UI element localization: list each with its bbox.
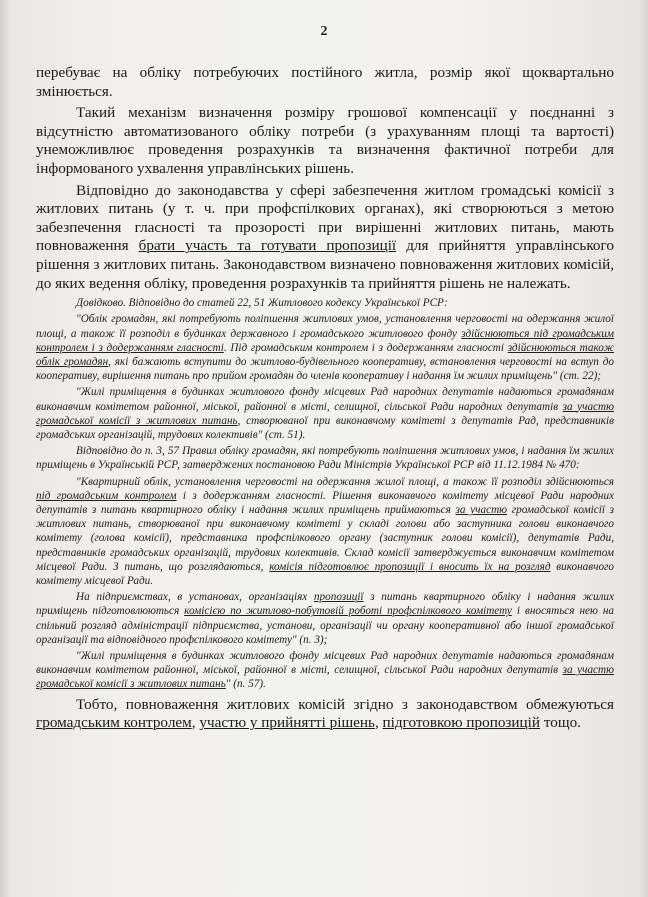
underlined-phrase: брати участь та готувати пропозиції bbox=[138, 237, 397, 255]
document-body bbox=[36, 64, 614, 736]
paragraph-conclusion: Тобто, повноваження житлових комісій згідно з законодавством обмежуються громадським контролем, участю у прийнятті рішень, підготовкою пропозицій тощо. bbox=[36, 695, 614, 732]
page-number: 2 bbox=[320, 24, 328, 39]
scan-shadow-left bbox=[0, 0, 10, 897]
paragraph-continuation: перебуває на обліку потребуючих постійного житла, розмір якої щоквартально змінюється. bbox=[36, 64, 614, 100]
reference-rules-enterprises: На підприємствах, в установах, організаціях пропозиції з питань квартирного обліку і надання жилих приміщень підготовлюються комісією по житлово-побутовій роботі профспілкового комітету і вносяться нею на спільний розгляд адміністрації підприємства, установи, організації чи органу кооперативної або іншої громадської організації та відповідного профспілкового комітету" (п. 3); bbox=[36, 591, 614, 646]
reference-rules-point-57: "Жилі приміщення в будинках житлового фонду місцевих Рад народних депутатів надаються громадянам виконавчим комітетом районної, міської, районної в місті, селищної, сільської Ради народних депутатів за участю громадської комісії з житлових питань" (п. 57). bbox=[36, 650, 614, 691]
reference-housing-code-intro: Довідково. Відповідно до статей 22, 51 Житлового кодексу Української РСР: bbox=[76, 297, 448, 310]
scan-shadow-right bbox=[640, 0, 648, 897]
reference-rules-point-3: "Квартирний облік, установлення черговості на одержання жилої площі, а також її розподіл здійснюються під громадським контролем і з додержанням гласності. Рішення виконавчого комітету місцевої Ради народних депутатів з питань квартирного обліку і надання жилих приміщень приймаються за участю громадської комісії з житлових питань, створюваної при виконавчому комітеті у складі голови або заступника голови виконавчого комітету (голова комісії), представника профспілкового органу (заступник голови комісії), депутатів Ради, представників громадських організацій, трудових колективів. Склад комісії затверджується виконавчим комітетом місцевої Ради. З питань, що розглядаються, комісія підготовлює пропозиції і вносить їх на розгляд виконавчого комітету місцевої Ради. bbox=[36, 475, 615, 587]
reference-article-51: "Жилі приміщення в будинках житлового фонду місцевих Рад народних депутатів надаються громадянам виконавчим комітетом районної, міської, районної в місті, селищної, сільської Ради народних депутатів за участю громадської комісії з житлових питань, створюваної при виконавчому комітеті з депутатів Рад, представників громадських організацій, трудових колективів" (ст. 51). bbox=[36, 386, 614, 441]
paragraph-compensation-mechanism: Такий механізм визначення розміру грошової компенсації у поєднанні з відсутністю автоматизованого обліку потреби (з урахуванням площі та вартості) унеможливлює проведення розрахунків та визначення фактичної потреби для інформованого ухвалення управлінських рішень. bbox=[36, 104, 614, 177]
reference-article-22: "Облік громадян, які потребують поліпшення житлових умов, установлення черговості на одержання жилої площі, а також її розподіл в будинках державного і громадського житлового фонду здійснюються під громадським контролем і з додержанням гласності. Під громадським контролем і з додержанням гласності здійснюються також облік громадян, які бажають вступити до житлово-будівельного кооперативу, встановлення черговості на вступ до кооперативу, вирішення питань про прийом громадян до членів кооперативу і надання їм жилих приміщень" (ст. 22); bbox=[36, 313, 614, 383]
reference-rules-intro: Відповідно до п. 3, 57 Правил обліку громадян, які потребують поліпшення житлових умов, і надання їм жилих приміщень в Українській РСР, затверджених постановою Ради Міністрів Української РСР від 11.12.1984 № 470: bbox=[36, 445, 614, 472]
paragraph-housing-commissions: Відповідно до законодавства у сфері забезпечення житлом громадські комісії з житлових питань (у т. ч. при профспілкових органах), які створюються з метою забезпечення гласності та прозорості при вирішенні житлових питань, мають повноваження брати участь та готувати пропозиції для прийняття управлінського рішення з житлових питань. Законодавством визначено повноваження житлових комісій, до яких ведення обліку, проведення розрахунків та прийняття рішень не належать. bbox=[36, 181, 614, 292]
